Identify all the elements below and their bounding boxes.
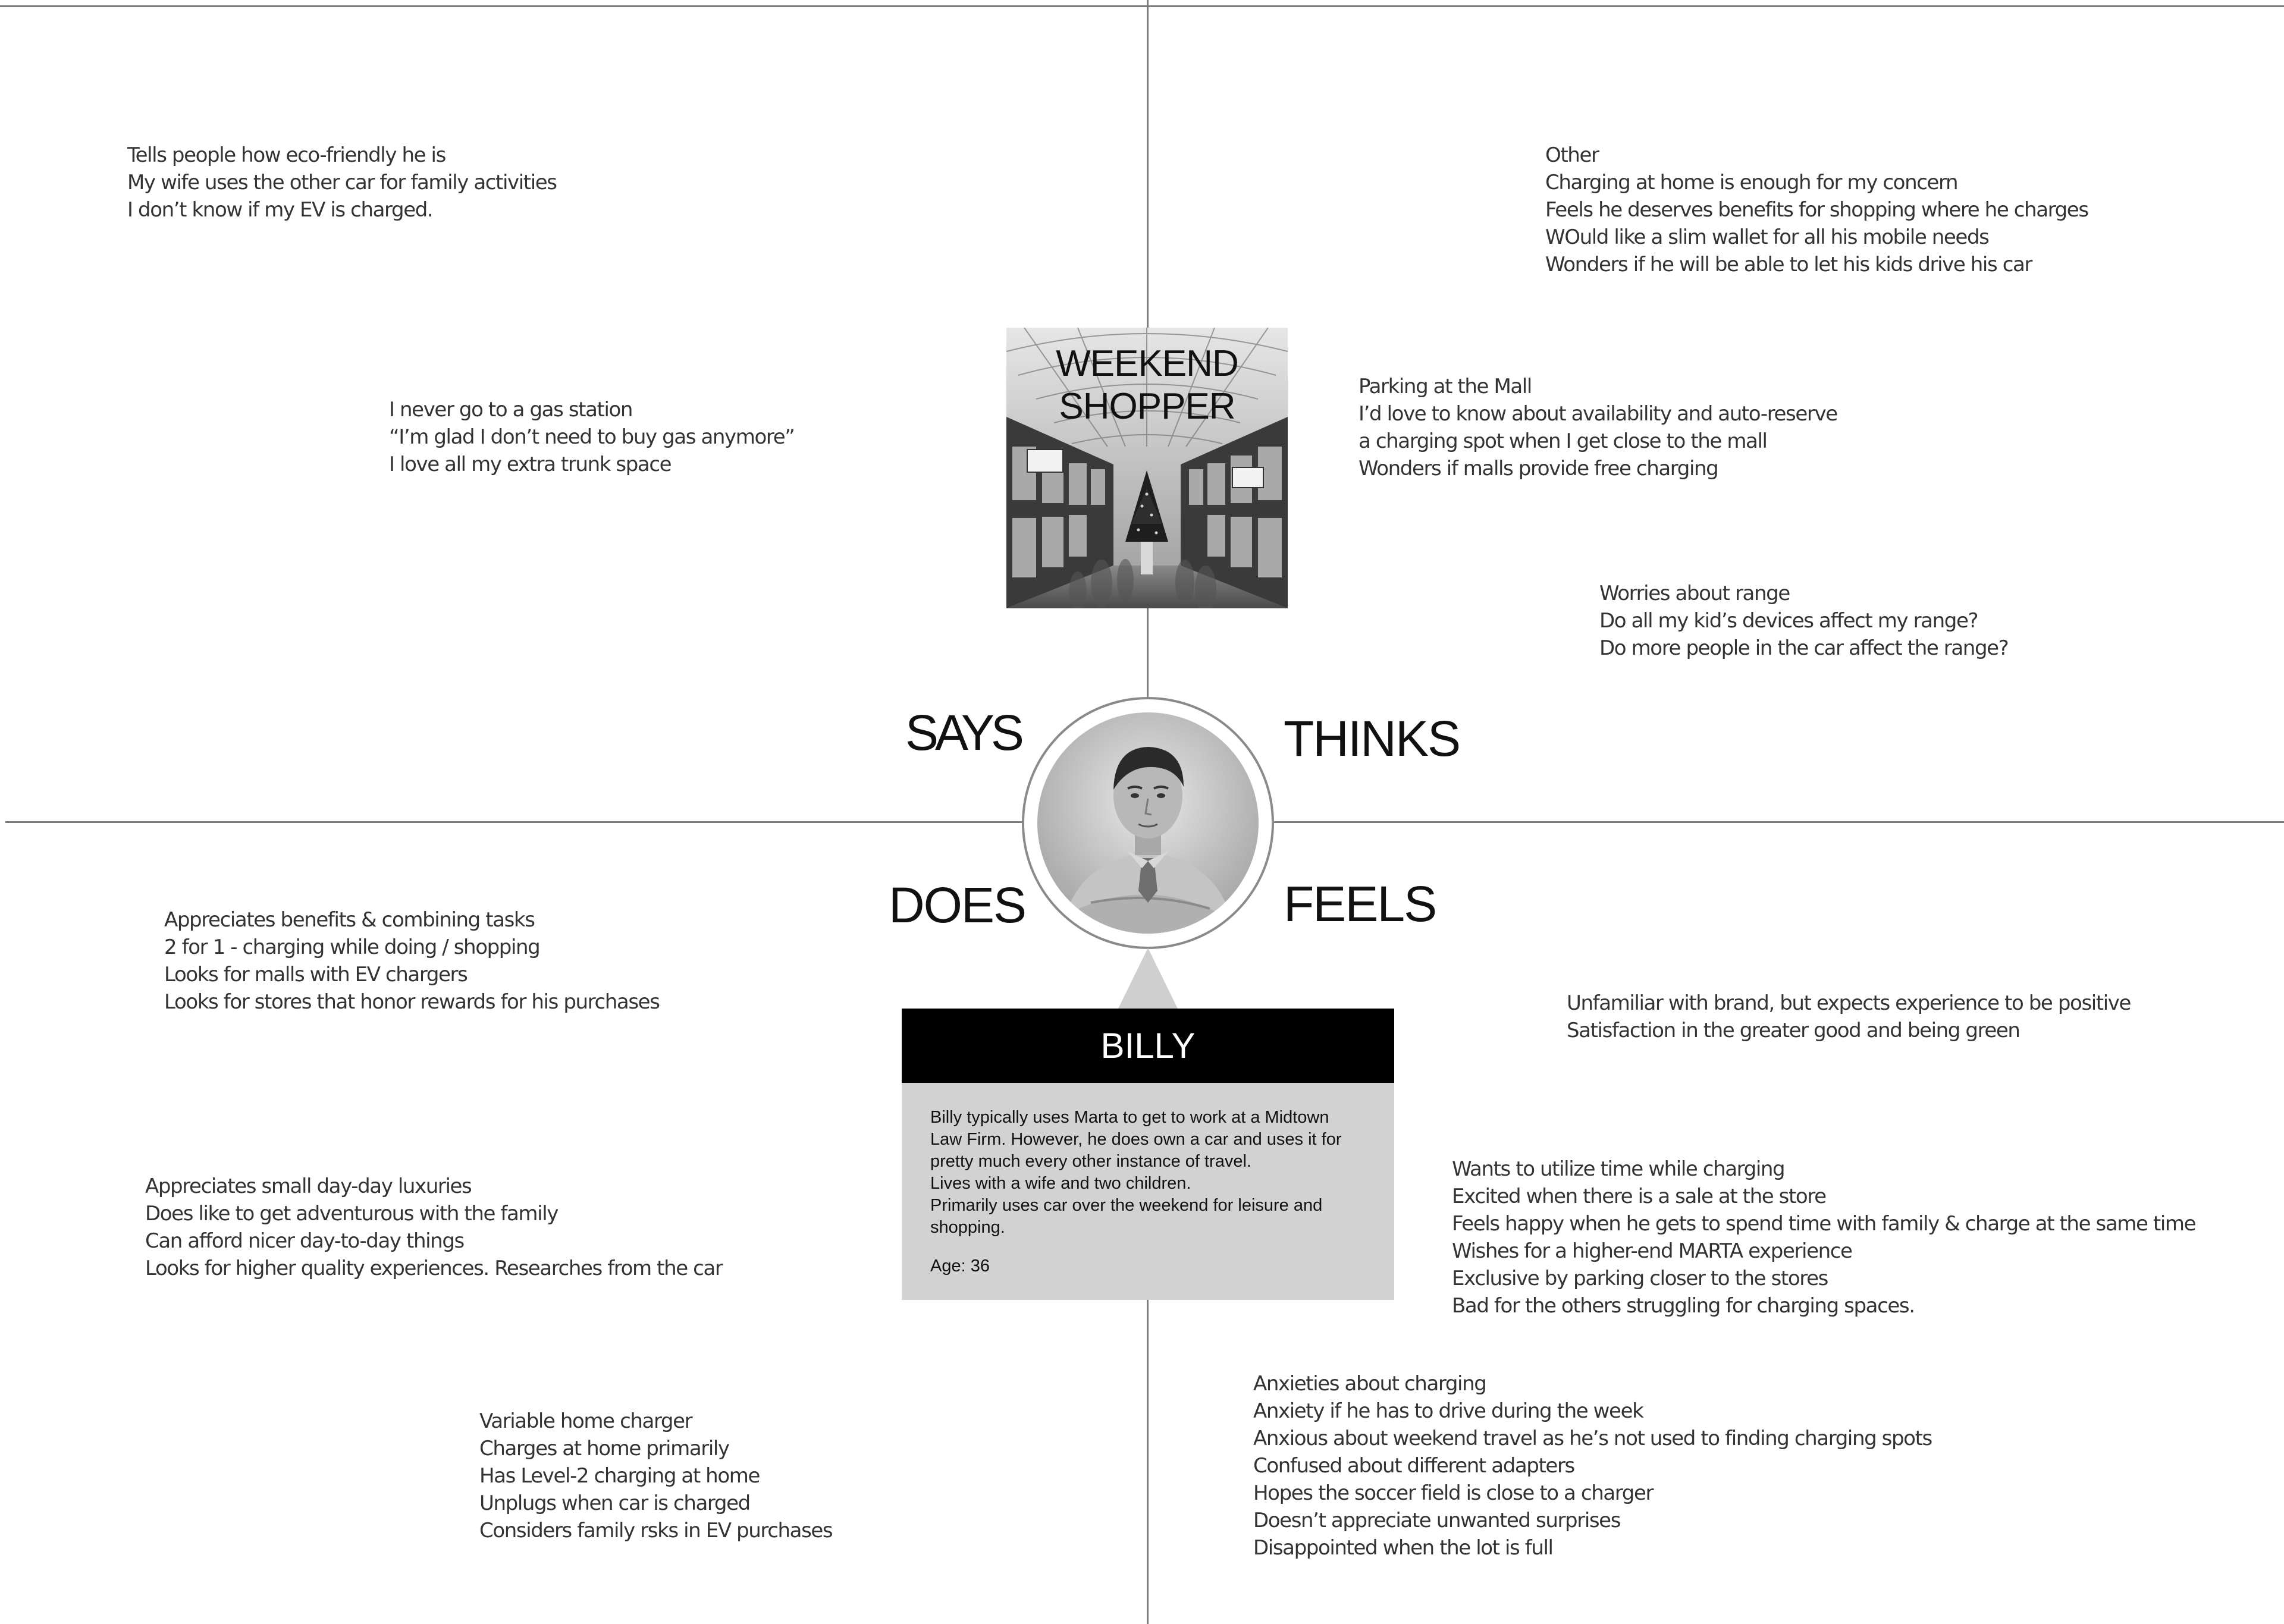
feels-note-1 [1567,990,2131,1044]
feels-note-3-line: Confused about different adapters [1253,1454,1574,1478]
does-note-3-line: Charges at home primarily [479,1437,729,1460]
photo-title-line-1: WEEKEND [1056,343,1238,384]
thinks-note-1-line: Charging at home is enough for my concern [1545,171,1958,194]
feels-note-3-line: Disappointed when the lot is full [1253,1536,1553,1560]
says-note-1 [127,142,557,224]
thinks-note-3 [1599,580,2008,662]
thinks-note-1-line: Wonders if he will be able to let his kids drive his car [1545,253,2032,277]
feels-note-2-line: Excited when there is a sale at the store [1452,1185,1826,1208]
thinks-note-1-line: Feels he deserves benefits for shopping where he charges [1545,198,2088,222]
thinks-label: THINKS [1284,711,1460,767]
says-note-1-line: Tells people how eco-friendly he is [127,143,445,167]
persona-portrait-image [1037,712,1259,934]
feels-note-3-line: Anxious about weekend travel as he’s not used to finding charging spots [1253,1427,1932,1450]
does-label: DOES [889,877,1026,933]
persona-description-line: Primarily uses car over the weekend for leisure and [930,1196,1323,1215]
does-note-3-line: Considers family rsks in EV purchases [479,1519,833,1543]
persona-pointer [1118,948,1178,1009]
thinks-note-2-line: Parking at the Mall [1359,375,1532,398]
horizontal-divider-left [5,821,1024,823]
does-note-1-line: 2 for 1 - charging while doing / shopping [164,935,540,959]
thinks-note-1-line: Other [1545,143,1599,167]
thinks-note-3-line: Worries about range [1599,582,1790,605]
persona-age: Age: 36 [930,1257,990,1276]
feels-note-3-line: Anxiety if he has to drive during the week [1253,1399,1643,1423]
thinks-note-3-line: Do all my kid’s devices affect my range? [1599,609,1978,633]
does-note-2-line: Looks for higher quality experiences. Researches from the car [145,1257,723,1280]
feels-label: FEELS [1284,876,1436,932]
does-note-2-line: Appreciates small day-day luxuries [145,1174,472,1198]
does-note-3-line: Has Level-2 charging at home [479,1464,760,1488]
feels-note-3-line: Hopes the soccer field is close to a charger [1253,1481,1654,1505]
does-note-2-line: Can afford nicer day-to-day things [145,1229,464,1253]
feels-note-2-line: Bad for the others struggling for charging spaces. [1452,1294,1915,1318]
persona-description-line: Billy typically uses Marta to get to work at a Midtown [930,1108,1329,1127]
does-note-1-line: Looks for stores that honor rewards for his purchases [164,990,660,1014]
horizontal-divider-right [1273,821,2284,823]
does-note-2 [145,1173,722,1282]
says-note-2 [389,396,794,478]
does-note-1-line: Appreciates benefits & combining tasks [164,908,535,932]
photo-title-line-2: SHOPPER [1059,386,1235,427]
says-note-2-line: I love all my extra trunk space [389,453,672,476]
feels-note-2-line: Wishes for a higher-end MARTA experience [1452,1239,1852,1263]
persona-description-line: shopping. [930,1218,1005,1237]
weekend-shopper-photo [1006,328,1288,608]
thinks-note-3-line: Do more people in the car affect the range? [1599,636,2009,660]
thinks-note-2-line: Wonders if malls provide free charging [1359,457,1718,480]
thinks-note-1-line: WOuld like a slim wallet for all his mobile needs [1545,225,1989,249]
persona-card [902,1083,1394,1300]
feels-note-1-line: Satisfaction in the greater good and being green [1567,1019,2020,1042]
thinks-note-1 [1545,142,2088,278]
feels-note-2-line: Exclusive by parking closer to the stores [1452,1267,1828,1290]
avatar [1037,712,1259,934]
vertical-divider-bottom [1147,1300,1149,1624]
feels-note-2-line: Feels happy when he gets to spend time with family & charge at the same time [1452,1212,2196,1236]
feels-note-2 [1452,1155,2195,1320]
persona-description [930,1107,1382,1239]
vertical-divider-top [1147,0,1149,328]
does-note-1-line: Looks for malls with EV chargers [164,963,468,987]
thinks-note-2-line: I’d love to know about availability and auto-reserve [1359,402,1837,426]
says-note-2-line: I never go to a gas station [389,398,633,422]
says-note-1-line: My wife uses the other car for family activities [127,171,557,194]
does-note-3-line: Variable home charger [479,1409,692,1433]
thinks-note-2-line: a charging spot when I get close to the mall [1359,429,1767,453]
top-border-line [0,5,2284,7]
persona-description-line: Lives with a wife and two children. [930,1174,1191,1193]
says-note-1-line: I don’t know if my EV is charged. [127,198,433,222]
persona-name: BILLY [902,1009,1394,1083]
thinks-note-2 [1359,373,1837,482]
feels-note-3 [1253,1370,1932,1562]
does-note-2-line: Does like to get adventurous with the family [145,1202,558,1226]
feels-note-3-line: Anxieties about charging [1253,1372,1486,1396]
feels-note-2-line: Wants to utilize time while charging [1452,1157,1785,1181]
does-note-3 [479,1408,832,1544]
vertical-divider-mid [1147,608,1149,701]
does-note-1 [164,906,660,1016]
says-note-2-line: “I’m glad I don’t need to buy gas anymore” [389,425,795,449]
persona-description-line: pretty much every other instance of travel. [930,1152,1251,1171]
says-label: SAYS [905,705,1021,761]
feels-note-1-line: Unfamiliar with brand, but expects experience to be positive [1567,991,2131,1015]
does-note-3-line: Unplugs when car is charged [479,1491,750,1515]
persona-description-line: Law Firm. However, he does own a car and uses it for [930,1130,1342,1149]
feels-note-3-line: Doesn’t appreciate unwanted surprises [1253,1509,1621,1532]
